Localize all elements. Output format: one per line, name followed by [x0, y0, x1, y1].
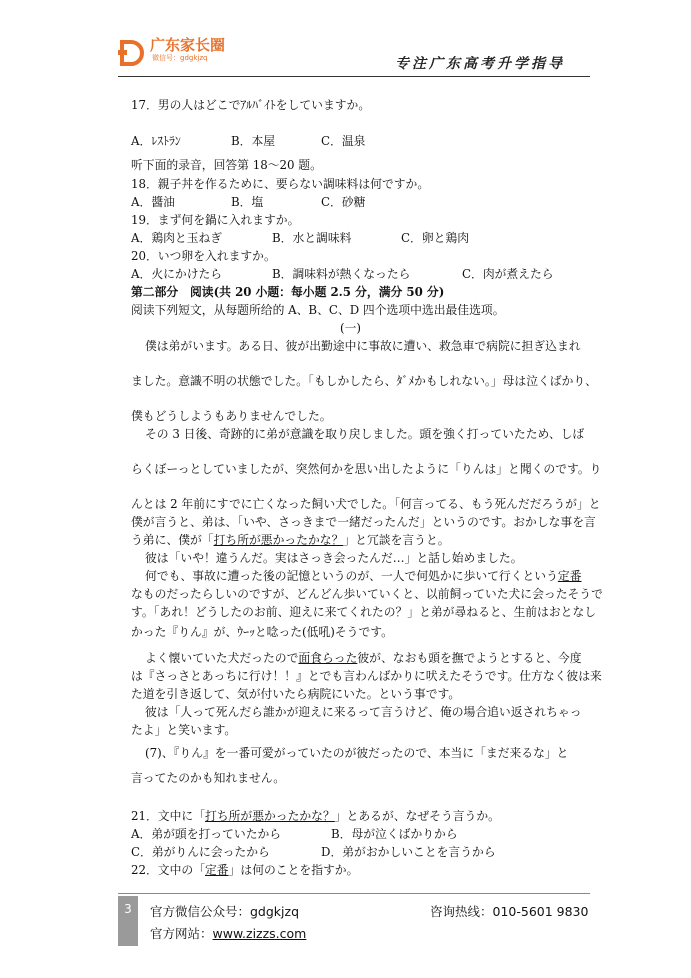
passage-line: 僕が言うと、弟は、「いや、さっきまで一緒だったんだ」というのです。おかしな事を言: [131, 515, 596, 529]
footer-website-label: 官方网站：: [150, 926, 213, 941]
q20-option-b: B．調味料が熱くなったら: [272, 267, 411, 281]
passage-line: [145, 568, 582, 584]
footer-hotline: 咨询热线：010-5601 9830: [430, 904, 589, 919]
q19-option-b: B．水と調味料: [272, 231, 352, 245]
q19-question: 19．まず何を鍋に入れますか。: [131, 213, 300, 227]
q18-option-c: C．砂糖: [321, 195, 366, 209]
passage-line: は『さっさとあっちに行け！！』とでも言わんばかりに吠えたそうです。仕方なく彼は来: [131, 669, 602, 683]
underlined-phrase: 面食らった: [298, 651, 358, 665]
q18-option-b: B．塩: [231, 195, 264, 209]
q17-question: 17．男の人はどこでｱﾙﾊﾞｲﾄをしていますか。: [131, 98, 371, 112]
passage-line: ました。意識不明の状態でした。「もしかしたら、ﾀﾞﾒかもしれない。」母は泣くばかり、: [131, 374, 597, 388]
passage-line: んとは 2 年前にすでに亡くなった飼い犬でした。「何言ってる、もう死んだだろうが」と: [131, 497, 601, 511]
underlined-phrase: 打ち所が悪かったかな？: [213, 533, 344, 547]
header-slogan: 专注广东高考升学指导: [395, 56, 565, 72]
website-link[interactable]: www.zizzs.com: [212, 926, 307, 941]
part2-heading: 第二部分 阅读(共 20 小题：每小题 2.5 分，满分 50 分): [131, 285, 445, 299]
q22-text: 」は何のことを指すか。: [228, 863, 359, 877]
passage-text: う弟に、僕が「: [131, 533, 214, 547]
underlined-phrase: 定番: [557, 569, 582, 583]
q20-option-c: C．肉が煮えたら: [462, 267, 554, 281]
passage-text: 何でも、事故に遭った後の記憶というのが、一人で何処かに歩いて行くという: [145, 569, 558, 583]
q21-option-c: C．弟がりんに会ったから: [131, 845, 270, 859]
part2-instruction: 阅读下列短文，从每题所给的 A、B、C、D 四个选项中选出最佳选项。: [131, 303, 505, 317]
q17-option-c: C．温泉: [321, 134, 366, 148]
footer-divider: [118, 893, 590, 894]
passage-line: [131, 532, 450, 548]
q17-option-b: B．本屋: [231, 134, 276, 148]
passage-line: 彼は「いや！違うんだ。実はさっき会ったんだ…」と話し始めました。: [145, 551, 523, 565]
q18-question: 18．親子丼を作るために、要らない調味料は何ですか。: [131, 177, 430, 191]
passage-line: 彼は「人って死んだら誰かが迎えに来るって言うけど、俺の場合追い返されちゃっ: [145, 705, 582, 719]
header-divider: [118, 76, 590, 77]
q18-option-a: A．醬油: [131, 195, 175, 209]
q19-option-c: C．卵と鶏肉: [401, 231, 470, 245]
passage-text: よく懐いていた犬だったので: [145, 651, 299, 665]
passage-line: かった『りん』が、ｳｰｯと唸った(低吼)そうです。: [131, 625, 393, 639]
passage-number: (一): [340, 321, 362, 335]
passage-text: 、『りん』を一番可愛がっていたのが彼だったので、本当に「まだ来るな」と: [161, 746, 569, 760]
passage-line: なものだったらしいのですが、どんどん歩いていくと、以前飼っていた犬に会ったそうで: [131, 587, 603, 601]
passage-line: らくぼーっとしていましたが、突然何かを思い出したように「りんは」と聞くのです。り: [131, 462, 602, 476]
q21-text: 」とあるが、なぜそう言うか。: [334, 809, 500, 823]
passage-line: [145, 650, 582, 666]
listening-instruction: 听下面的录音，回答第 18～20 题。: [131, 158, 322, 172]
underlined-phrase: 定番: [205, 863, 229, 877]
brand-logo-icon: [116, 38, 146, 68]
passage-line: 言ってたのかも知れません。: [131, 771, 286, 785]
passage-line: たよ」と笑います。: [131, 723, 237, 737]
page-number: 3: [124, 902, 132, 916]
q21-option-d: D．弟がおかしいことを言うから: [321, 845, 496, 859]
q20-question: 20．いつ卵を入れますか。: [131, 249, 276, 263]
brand-wechat-id: 微信号：gdgkjzq: [152, 54, 208, 62]
blank-marker: (7): [145, 746, 162, 760]
q21-text: 21．文中に「: [131, 809, 205, 823]
passage-line: [145, 745, 568, 761]
underlined-phrase: 打ち所が悪かったかな？: [205, 809, 335, 823]
passage-line: その 3 日後、奇跡的に弟が意識を取り戻しました。頭を強く打っていたため、しば: [145, 427, 585, 441]
passage-line: 僕もどうしようもありませんでした。: [131, 409, 332, 423]
q19-option-a: A．鶏肉と玉ねぎ: [131, 231, 223, 245]
q21-option-b: B．母が泣くばかりから: [331, 827, 458, 841]
footer-website: [150, 924, 306, 942]
footer-wechat: 官方微信公众号：gdgkjzq: [150, 904, 300, 919]
passage-line: た道を引き返して、気が付いたら病院にいた。という事です。: [131, 687, 461, 701]
q20-option-a: A．火にかけたら: [131, 267, 223, 281]
q21-option-a: A．弟が頭を打っていたから: [131, 827, 282, 841]
brand-name: 广东家长圈: [150, 36, 226, 54]
passage-text: 」と冗談を言うと。: [343, 533, 450, 547]
passage-line: 僕は弟がいます。ある日、彼が出勤途中に事故に遭い、救急車で病院に担ぎ込まれ: [145, 339, 581, 353]
q17-option-a: A．ﾚｽﾄﾗﾝ: [131, 134, 181, 148]
q22-question: [131, 862, 358, 878]
passage-line: す。「あれ！どうしたのお前、迎えに来てくれたの？」と弟が尋ねると、生前はおとなし: [131, 605, 597, 619]
passage-text: 彼が、なおも頭を撫でようとすると、今度: [357, 651, 582, 665]
q22-text: 22．文中の「: [131, 863, 205, 877]
q21-question: [131, 808, 500, 824]
